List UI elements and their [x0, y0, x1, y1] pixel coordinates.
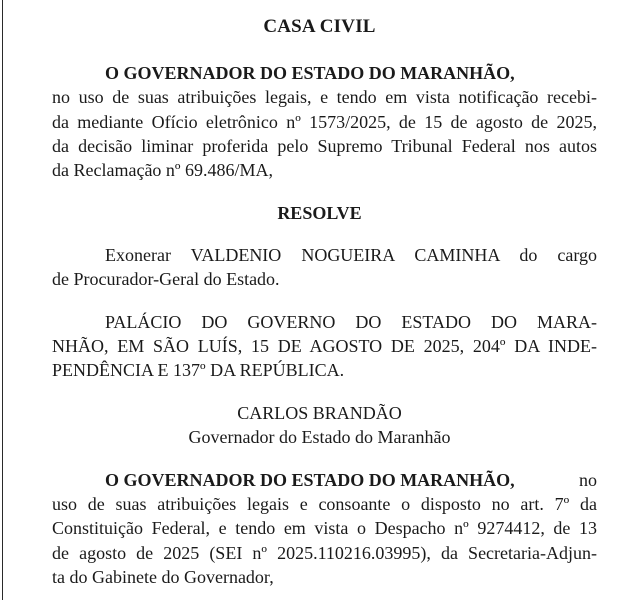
decree-1-preamble-line: no uso de suas atribuições legais, e tendo em vista notificação recebi- — [52, 87, 597, 107]
resolve-label: RESOLVE — [277, 203, 362, 223]
decree-2-preamble-line: de agosto de 2025 (SEI nº 2025.110216.03995), da Secretaria-Adjun- — [52, 543, 597, 563]
place-date-line: PENDÊNCIA E 137º DA REPÚBLICA. — [52, 360, 345, 380]
decree-2-authority: O GOVERNADOR DO ESTADO DO MARANHÃO, — [105, 470, 515, 490]
signatory-name: CARLOS BRANDÃO — [237, 403, 402, 423]
decree-1-preamble-line: da Reclamação nº 69.486/MA, — [52, 160, 274, 180]
section-title: CASA CIVIL — [263, 16, 376, 37]
decree-2-preamble-line: ta do Gabinete do Governador, — [52, 567, 274, 587]
column-rule — [2, 0, 3, 600]
decree-1-preamble-line: da decisão liminar proferida pelo Supremo Tribunal Federal nos autos — [52, 136, 597, 156]
decree-2-first-line-tail: no — [579, 470, 597, 490]
decree-2-preamble-line: Constituição Federal, e tendo em vista o Despacho nº 9274412, de 13 — [52, 518, 597, 538]
decree-1-preamble-line: da mediante Ofício eletrônico nº 1573/2025, de 15 de agosto de 2025, — [52, 112, 597, 132]
decree-1-action-line: Exonerar VALDENIO NOGUEIRA CAMINHA do cargo — [105, 245, 597, 265]
decree-2-preamble-line: uso de suas atribuições legais e consoante o disposto no art. 7º da — [52, 494, 597, 514]
decree-1-authority: O GOVERNADOR DO ESTADO DO MARANHÃO, — [105, 63, 515, 83]
decree-1-action-line: de Procurador-Geral do Estado. — [52, 269, 280, 289]
place-date-line: NHÃO, EM SÃO LUÍS, 15 DE AGOSTO DE 2025, 204º DA INDE- — [52, 336, 597, 356]
decree-2-first-line — [105, 468, 597, 492]
signatory-title: Governador do Estado do Maranhão — [188, 427, 451, 447]
place-date-line: PALÁCIO DO GOVERNO DO ESTADO DO MARA- — [105, 312, 597, 332]
